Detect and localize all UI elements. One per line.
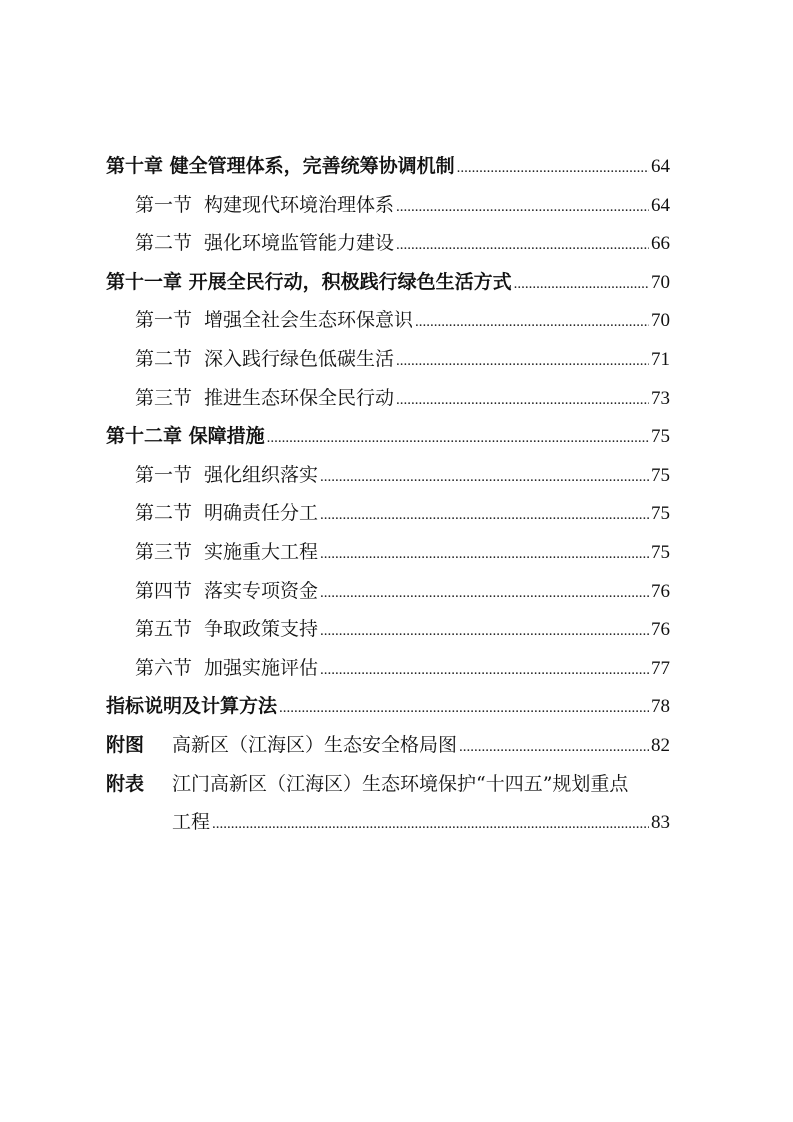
- toc-appendix-title: 高新区（江海区）生态安全格局图: [172, 733, 458, 756]
- toc-section-number: 第一节: [135, 309, 193, 332]
- toc-leader-dots: [320, 612, 649, 651]
- toc-page-number: 75: [651, 541, 670, 563]
- toc-section-number: 第二节: [135, 347, 193, 370]
- toc-section-label: [135, 649, 318, 688]
- toc-chapter-title: 第十二章 保障措施: [106, 425, 265, 448]
- toc-entry-appendix-map[interactable]: [106, 726, 670, 765]
- toc-entry-appendix-table-continued[interactable]: [106, 803, 670, 842]
- toc-leader-dots: [320, 496, 649, 535]
- table-of-contents: [106, 147, 670, 842]
- toc-chapter-title: 指标说明及计算方法: [106, 695, 278, 718]
- toc-page-number: 66: [651, 233, 670, 255]
- toc-page-number: 75: [651, 426, 670, 448]
- toc-leader-dots: [396, 188, 649, 227]
- toc-section-number: 第三节: [135, 540, 193, 563]
- toc-appendix-title: 江门高新区（江海区）生态环境保护“十四五”规划重点: [172, 772, 629, 795]
- toc-entry-section[interactable]: [106, 224, 670, 263]
- toc-section-label: [135, 572, 318, 611]
- toc-page-number: 82: [651, 734, 670, 756]
- toc-leader-dots: [320, 651, 649, 690]
- toc-page-number: 78: [651, 696, 670, 718]
- toc-leader-dots: [320, 535, 649, 574]
- toc-section-number: 第二节: [135, 502, 193, 525]
- toc-leader-dots: [212, 805, 649, 844]
- toc-leader-dots: [459, 728, 649, 767]
- toc-entry-indicators[interactable]: [106, 687, 670, 726]
- toc-entry-section[interactable]: [106, 572, 670, 611]
- toc-section-number: 第四节: [135, 579, 193, 602]
- toc-section-label: [135, 224, 394, 263]
- toc-section-title: 加强实施评估: [204, 656, 319, 679]
- toc-leader-dots: [267, 419, 649, 458]
- toc-entry-section[interactable]: [106, 456, 670, 495]
- toc-page-number: 64: [651, 194, 670, 216]
- toc-page-number: 70: [651, 271, 670, 293]
- toc-entry-appendix-table[interactable]: [106, 765, 670, 804]
- toc-section-title: 强化组织落实: [204, 463, 319, 486]
- toc-leader-dots: [320, 458, 649, 497]
- toc-entry-chapter-11[interactable]: [106, 263, 670, 302]
- toc-entry-section[interactable]: [106, 533, 670, 572]
- toc-section-label: [135, 494, 318, 533]
- toc-appendix-prefix: 附图: [106, 733, 145, 756]
- toc-leader-dots: [415, 303, 649, 342]
- toc-section-title: 争取政策支持: [204, 618, 319, 641]
- toc-entry-section[interactable]: [106, 494, 670, 533]
- toc-section-label: [135, 340, 394, 379]
- toc-section-title: 强化环境监管能力建设: [204, 232, 395, 255]
- toc-leader-dots: [457, 149, 649, 188]
- toc-section-number: 第六节: [135, 656, 193, 679]
- toc-chapter-title: 第十章 健全管理体系，完善统筹协调机制: [106, 155, 455, 177]
- toc-page-number: 75: [651, 503, 670, 525]
- toc-section-label: [135, 301, 413, 340]
- toc-section-title: 明确责任分工: [204, 502, 319, 525]
- toc-section-title: 增强全社会生态环保意识: [204, 309, 414, 332]
- toc-entry-section[interactable]: [106, 379, 670, 418]
- toc-section-label: [135, 533, 318, 572]
- toc-entry-section[interactable]: [106, 649, 670, 688]
- toc-entry-chapter-12[interactable]: [106, 417, 670, 456]
- toc-section-title: 深入践行绿色低碳生活: [204, 347, 395, 370]
- toc-page-number: 73: [651, 387, 670, 409]
- toc-entry-section[interactable]: [106, 186, 670, 225]
- toc-section-label: [135, 186, 394, 225]
- toc-page-number: 75: [651, 464, 670, 486]
- toc-section-title: 构建现代环境治理体系: [204, 193, 395, 216]
- toc-page-number: 71: [651, 348, 670, 370]
- toc-appendix-prefix: 附表: [106, 772, 145, 795]
- toc-section-number: 第二节: [135, 232, 193, 255]
- toc-leader-dots: [279, 689, 649, 728]
- toc-section-label: [135, 456, 318, 495]
- toc-entry-section[interactable]: [106, 610, 670, 649]
- toc-chapter-title: 第十一章 开展全民行动，积极践行绿色生活方式: [106, 270, 512, 293]
- toc-section-label: [135, 610, 318, 649]
- toc-leader-dots: [396, 226, 649, 265]
- toc-entry-section[interactable]: [106, 301, 670, 340]
- toc-page-number: 64: [651, 156, 670, 177]
- toc-leader-dots: [320, 574, 649, 613]
- toc-section-number: 第一节: [135, 193, 193, 216]
- toc-entry-section[interactable]: [106, 340, 670, 379]
- toc-section-number: 第一节: [135, 463, 193, 486]
- toc-section-number: 第三节: [135, 386, 193, 409]
- toc-leader-dots: [396, 381, 649, 420]
- toc-page-number: 77: [651, 657, 670, 679]
- toc-page-number: 83: [651, 812, 670, 834]
- toc-section-number: 第五节: [135, 618, 193, 641]
- toc-page-number: 70: [651, 310, 670, 332]
- toc-appendix-title-continued: 工程: [172, 811, 211, 834]
- toc-section-label: [135, 379, 394, 418]
- toc-page-number: 76: [651, 619, 670, 641]
- toc-page-number: 76: [651, 580, 670, 602]
- toc-section-title: 实施重大工程: [204, 540, 319, 563]
- toc-leader-dots: [396, 342, 649, 381]
- toc-entry-chapter-10[interactable]: [106, 147, 670, 186]
- toc-section-title: 落实专项资金: [204, 579, 319, 602]
- toc-section-title: 推进生态环保全民行动: [204, 386, 395, 409]
- toc-leader-dots: [514, 265, 649, 304]
